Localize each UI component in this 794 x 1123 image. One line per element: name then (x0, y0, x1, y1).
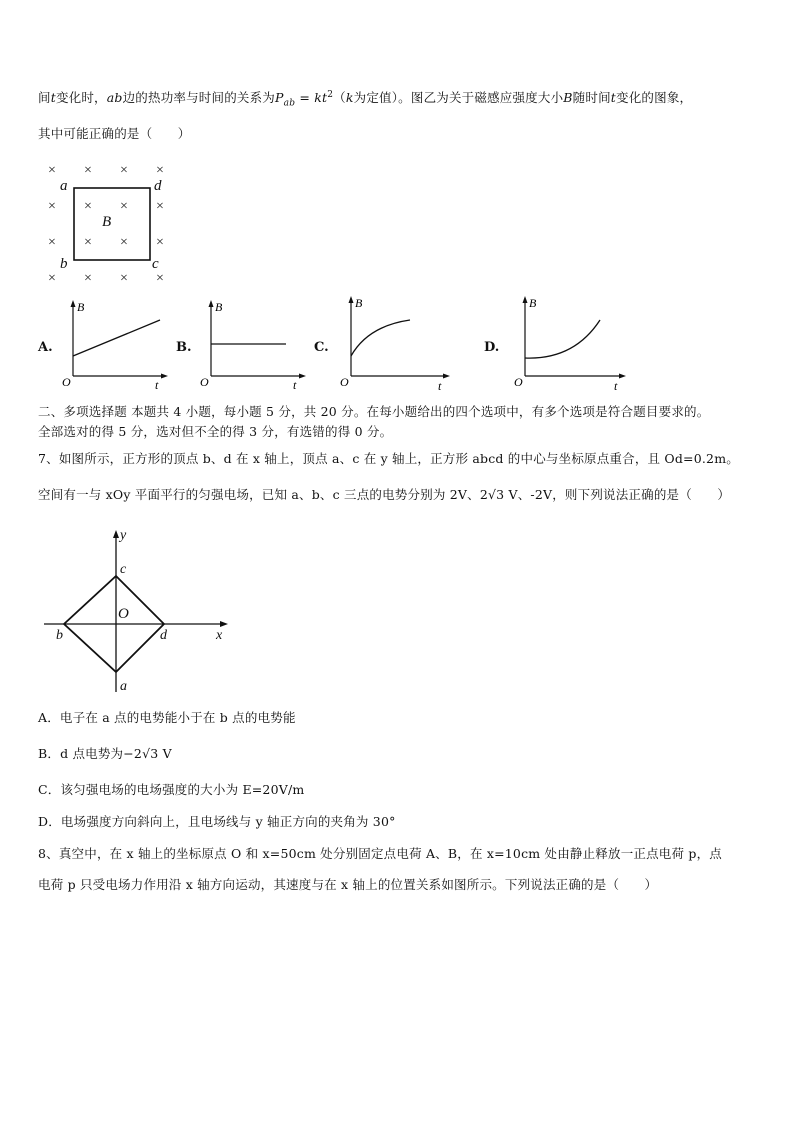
curve-mark (351, 320, 410, 356)
svg-text:B: B (529, 296, 537, 310)
q7-option-B: B．d 点电势为−2√3 V (38, 746, 172, 761)
option-A-label: A. (38, 340, 53, 355)
cross-mark: × (84, 199, 92, 214)
svg-text:t: t (155, 378, 159, 392)
corner-c: c (152, 256, 159, 272)
field-label-B: B (102, 214, 112, 230)
svg-text:O: O (200, 375, 209, 389)
q7-option-A: A．电子在 a 点的电势能小于在 b 点的电势能 (38, 710, 296, 725)
option-A-graph (60, 298, 170, 392)
cross-mark: × (120, 235, 128, 250)
section2-line-2: 全部选对的得 5 分，选对但不全的得 3 分，有选错的得 0 分。 (38, 424, 393, 439)
svg-text:t: t (293, 378, 297, 392)
corner-d: d (154, 178, 162, 194)
svg-text:B: B (215, 300, 223, 314)
cross-mark: × (48, 235, 56, 250)
corner-a: a (60, 178, 68, 194)
cross-mark: × (48, 271, 56, 286)
corner-b: b (60, 256, 68, 272)
cross-mark: × (156, 235, 164, 250)
q7-line-2: 空间有一与 xOy 平面平行的匀强电场，已知 a、b、c 三点的电势分别为 2V、2√3 V、-2V，则下列说法正确的是（ ） (38, 487, 731, 502)
svg-text:O: O (340, 375, 349, 389)
cross-mark: × (48, 163, 56, 178)
q6-loop-figure (40, 158, 180, 286)
q7-option-D: D．电场强度方向斜向上，且电场线与 y 轴正方向的夹角为 30° (38, 814, 396, 829)
axis-y-label: y (120, 528, 127, 543)
point-d: d (160, 628, 167, 643)
cross-mark: × (120, 199, 128, 214)
svg-text:O: O (62, 375, 71, 389)
cross-mark: × (48, 199, 56, 214)
point-c: c (120, 562, 127, 577)
cross-mark: × (84, 163, 92, 178)
option-C-graph (338, 294, 452, 392)
svg-text:t: t (614, 379, 618, 392)
cross-mark: × (84, 235, 92, 250)
svg-text:O: O (514, 375, 523, 389)
svg-text:B: B (355, 296, 363, 310)
origin-label: O (118, 606, 129, 622)
cross-mark: × (120, 163, 128, 178)
cross-mark: × (156, 163, 164, 178)
cross-mark: × (84, 271, 92, 286)
point-b: b (56, 628, 63, 643)
cross-mark: × (120, 271, 128, 286)
q8-line-1: 8、真空中，在 x 轴上的坐标原点 O 和 x=50cm 处分别固定点电荷 A、B，在 x=10cm 处由静止释放一正点电荷 p，点 (38, 846, 722, 861)
point-a: a (120, 679, 127, 694)
q7-option-C: C．该匀强电场的电场强度的大小为 E=20V/m (38, 782, 305, 797)
option-D-label: D. (484, 340, 500, 355)
cross-mark: × (156, 199, 164, 214)
axis-x-label: x (216, 628, 223, 643)
option-B-label: B. (176, 340, 192, 355)
q6-line-2: 其中可能正确的是（ ） (38, 126, 191, 141)
q7-line-1: 7、如图所示，正方形的顶点 b、d 在 x 轴上，顶点 a、c 在 y 轴上，正方形 abcd 的中心与坐标原点重合，且 Od=0.2m。 (38, 451, 739, 466)
q8-line-2: 电荷 p 只受电场力作用沿 x 轴方向运动，其速度与在 x 轴上的位置关系如图所示。下列说法正确的是（ ） (38, 877, 658, 892)
line-mark (73, 320, 160, 356)
option-B-graph (198, 298, 308, 392)
svg-text:t: t (438, 379, 442, 392)
option-D-graph (512, 294, 628, 392)
cross-mark: × (156, 271, 164, 286)
svg-text:B: B (77, 300, 85, 314)
q7-diamond-figure (40, 526, 240, 696)
q6-line-1: 间t变化时，ab边的热功率与时间的关系为$P_{ab} = kt^2(k$为定值）。图乙为关于磁感应强度大小B随时间t变化的图象， (38, 89, 693, 109)
curve-mark (525, 320, 600, 358)
section2-line-1: 二、多项选择题 本题共 4 小题，每小题 5 分，共 20 分。在每小题给出的四个选项中，有多个选项是符合题目要求的。 (38, 404, 710, 419)
option-C-label: C. (314, 340, 329, 355)
